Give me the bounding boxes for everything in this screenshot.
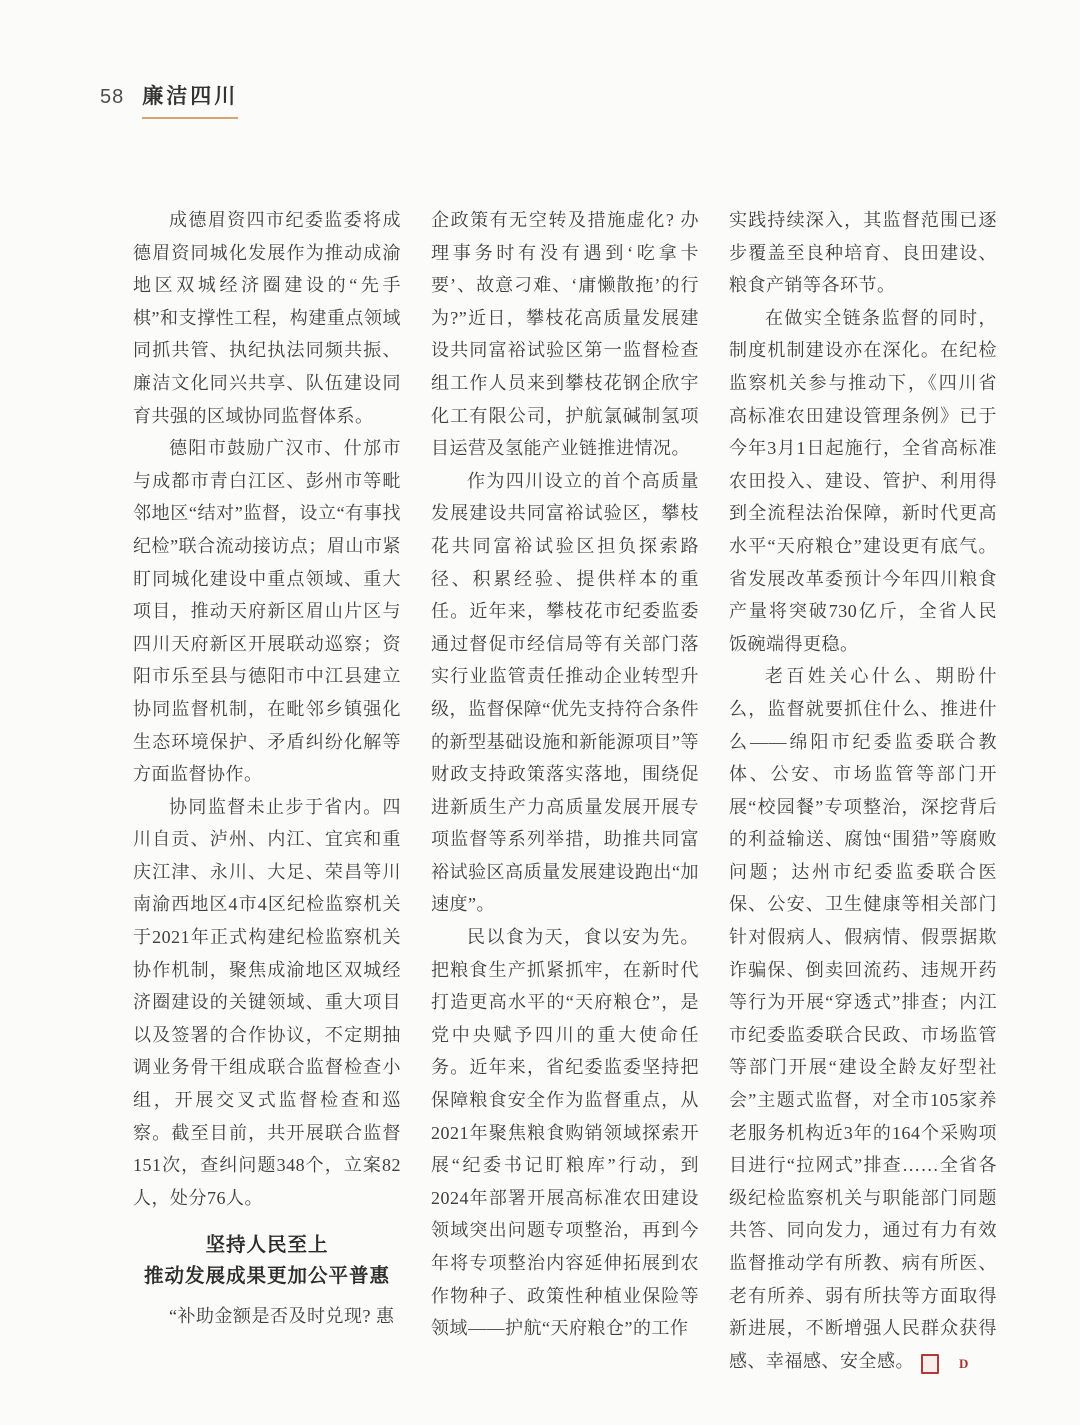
- article-paragraph: 作为四川设立的首个高质量发展建设共同富裕试验区，攀枝花共同富裕试验区担负探索路径、积累经验、提供样本的重任。近年来，攀枝花市纪委监委通过督促市经信局等有关部门落实行业监管责任推动企业转型升级，监督保障“优先支持符合条件的新型基础设施和新能源项目”等财政支持政策落实落地，围绕促进新质生产力高质量发展开展专项监督等系列举措，助推共同富裕试验区高质量发展建设跑出“加速度”。: [431, 470, 699, 915]
- article-paragraph: 企政策有无空转及措施虚化? 办理事务时有没有遇到‘吃拿卡要’、故意刁难、‘庸懒散拖’的行为?”近日，攀枝花高质量发展建设共同富裕试验区第一监督检查组工作人员来到攀枝花钢企欣宇化工有限公司，护航氯碱制氢项目运营及氢能产业链推进情况。: [431, 210, 699, 459]
- article-column-3: [729, 204, 997, 1377]
- section-heading-line: 推动发展成果更加公平普惠: [143, 1265, 390, 1288]
- article-paragraph: 民以食为天，食以安为先。把粮食生产抓紧抓牢，在新时代打造更高水平的“天府粮仓”，是党中央赋予四川的重大使命任务。近年来，省纪委监委坚持把保障粮食安全作为监督重点，从2021年聚焦粮食购销领域探索开展“纪委书记盯粮库”行动，到2024年部署开展高标准农田建设领域突出问题专项整治，再到今年将专项整治内容延伸拓展到农作物种子、政策性种植业保险等领域——护航“天府粮仓”的工作: [431, 927, 699, 1339]
- article-paragraph: 在做实全链条监督的同时，制度机制建设亦在深化。在纪检监察机关参与推动下，《四川省高标准农田建设管理条例》已于今年3月1日起施行，全省高标准农田投入、建设、管护、利用得到全流程法治保障，新时代更高水平“天府粮仓”建设更有底气。省发展改革委预计今年四川粮食产量将突破730亿斤，全省人民饭碗端得更稳。: [729, 307, 997, 654]
- section-heading: [133, 1230, 401, 1292]
- masthead-title: 廉洁四川: [142, 80, 238, 119]
- article-paragraph: 德阳市鼓励广汉市、什邡市与成都市青白江区、彭州市等毗邻地区“结对”监督，设立“有事找纪检”联合流动接访点；眉山市紧盯同城化建设中重点领域、重大项目，推动天府新区眉山片区与四川天府新区开展联动巡察；资阳市乐至县与德阳市中江县建立协同监督机制，在毗邻乡镇强化生态环境保护、矛盾纠纷化解等方面监督协作。: [133, 438, 401, 785]
- article-paragraph: 老百姓关心什么、期盼什么，监督就要抓住什么、推进什么——绵阳市纪委监委联合教体、公安、市场监管等部门开展“校园餐”专项整治，深挖背后的利益输送、腐蚀“围猎”等腐败问题；达州市纪委监委联合医保、公安、卫生健康等相关部门针对假病人、假病情、假票据欺诈骗保、倒卖回流药、违规开药等行为开展“穿透式”排查；内江市纪委监委联合民政、市场监管等部门开展“建设全龄友好型社会”主题式监督，对全市105家养老服务机构近3年的164个采购项目进行“拉网式”排查……全省各级纪检监察机关与职能部门同题共答、同向发力，通过有力有效监督推动学有所教、病有所医、老有所养、弱有所扶等方面取得新进展，不断增强人民群众获得感、幸福感、安全感。 D: [729, 660, 997, 1377]
- article-column-1: [133, 204, 401, 1377]
- article-paragraph: 成德眉资四市纪委监委将成德眉资同城化发展作为推动成渝地区双城经济圈建设的“先手棋”和支撑性工程，构建重点领域同抓共管、执纪执法同频共振、廉洁文化同兴共享、队伍建设同育共强的区域协同监督体系。: [133, 210, 401, 426]
- article-paragraph: “补助金额是否及时兑现? 惠: [169, 1306, 395, 1327]
- article-columns: [133, 204, 997, 1377]
- article-paragraph: 协同监督未止步于省内。四川自贡、泸州、内江、宜宾和重庆江津、永川、大足、荣昌等川南渝西地区4市4区纪检监察机关于2021年正式构建纪检监察机关协作机制，聚焦成渝地区双城经济圈建设的关键领域、重大项目以及签署的合作协议，不定期抽调业务骨干组成联合监督检查小组，开展交叉式监督检查和巡察。截至目前，共开展联合监督151次，查纠问题348个，立案82人，处分76人。: [133, 796, 401, 1208]
- article-column-2: [431, 204, 699, 1377]
- page-number: 58: [100, 86, 125, 108]
- article-paragraph: 实践持续深入，其监督范围已逐步覆盖至良种培育、良田建设、粮食产销等各环节。: [729, 210, 997, 296]
- section-heading-line: 坚持人民至上: [205, 1234, 329, 1257]
- article-end-mark: D: [921, 1354, 939, 1374]
- page-header: [100, 80, 238, 119]
